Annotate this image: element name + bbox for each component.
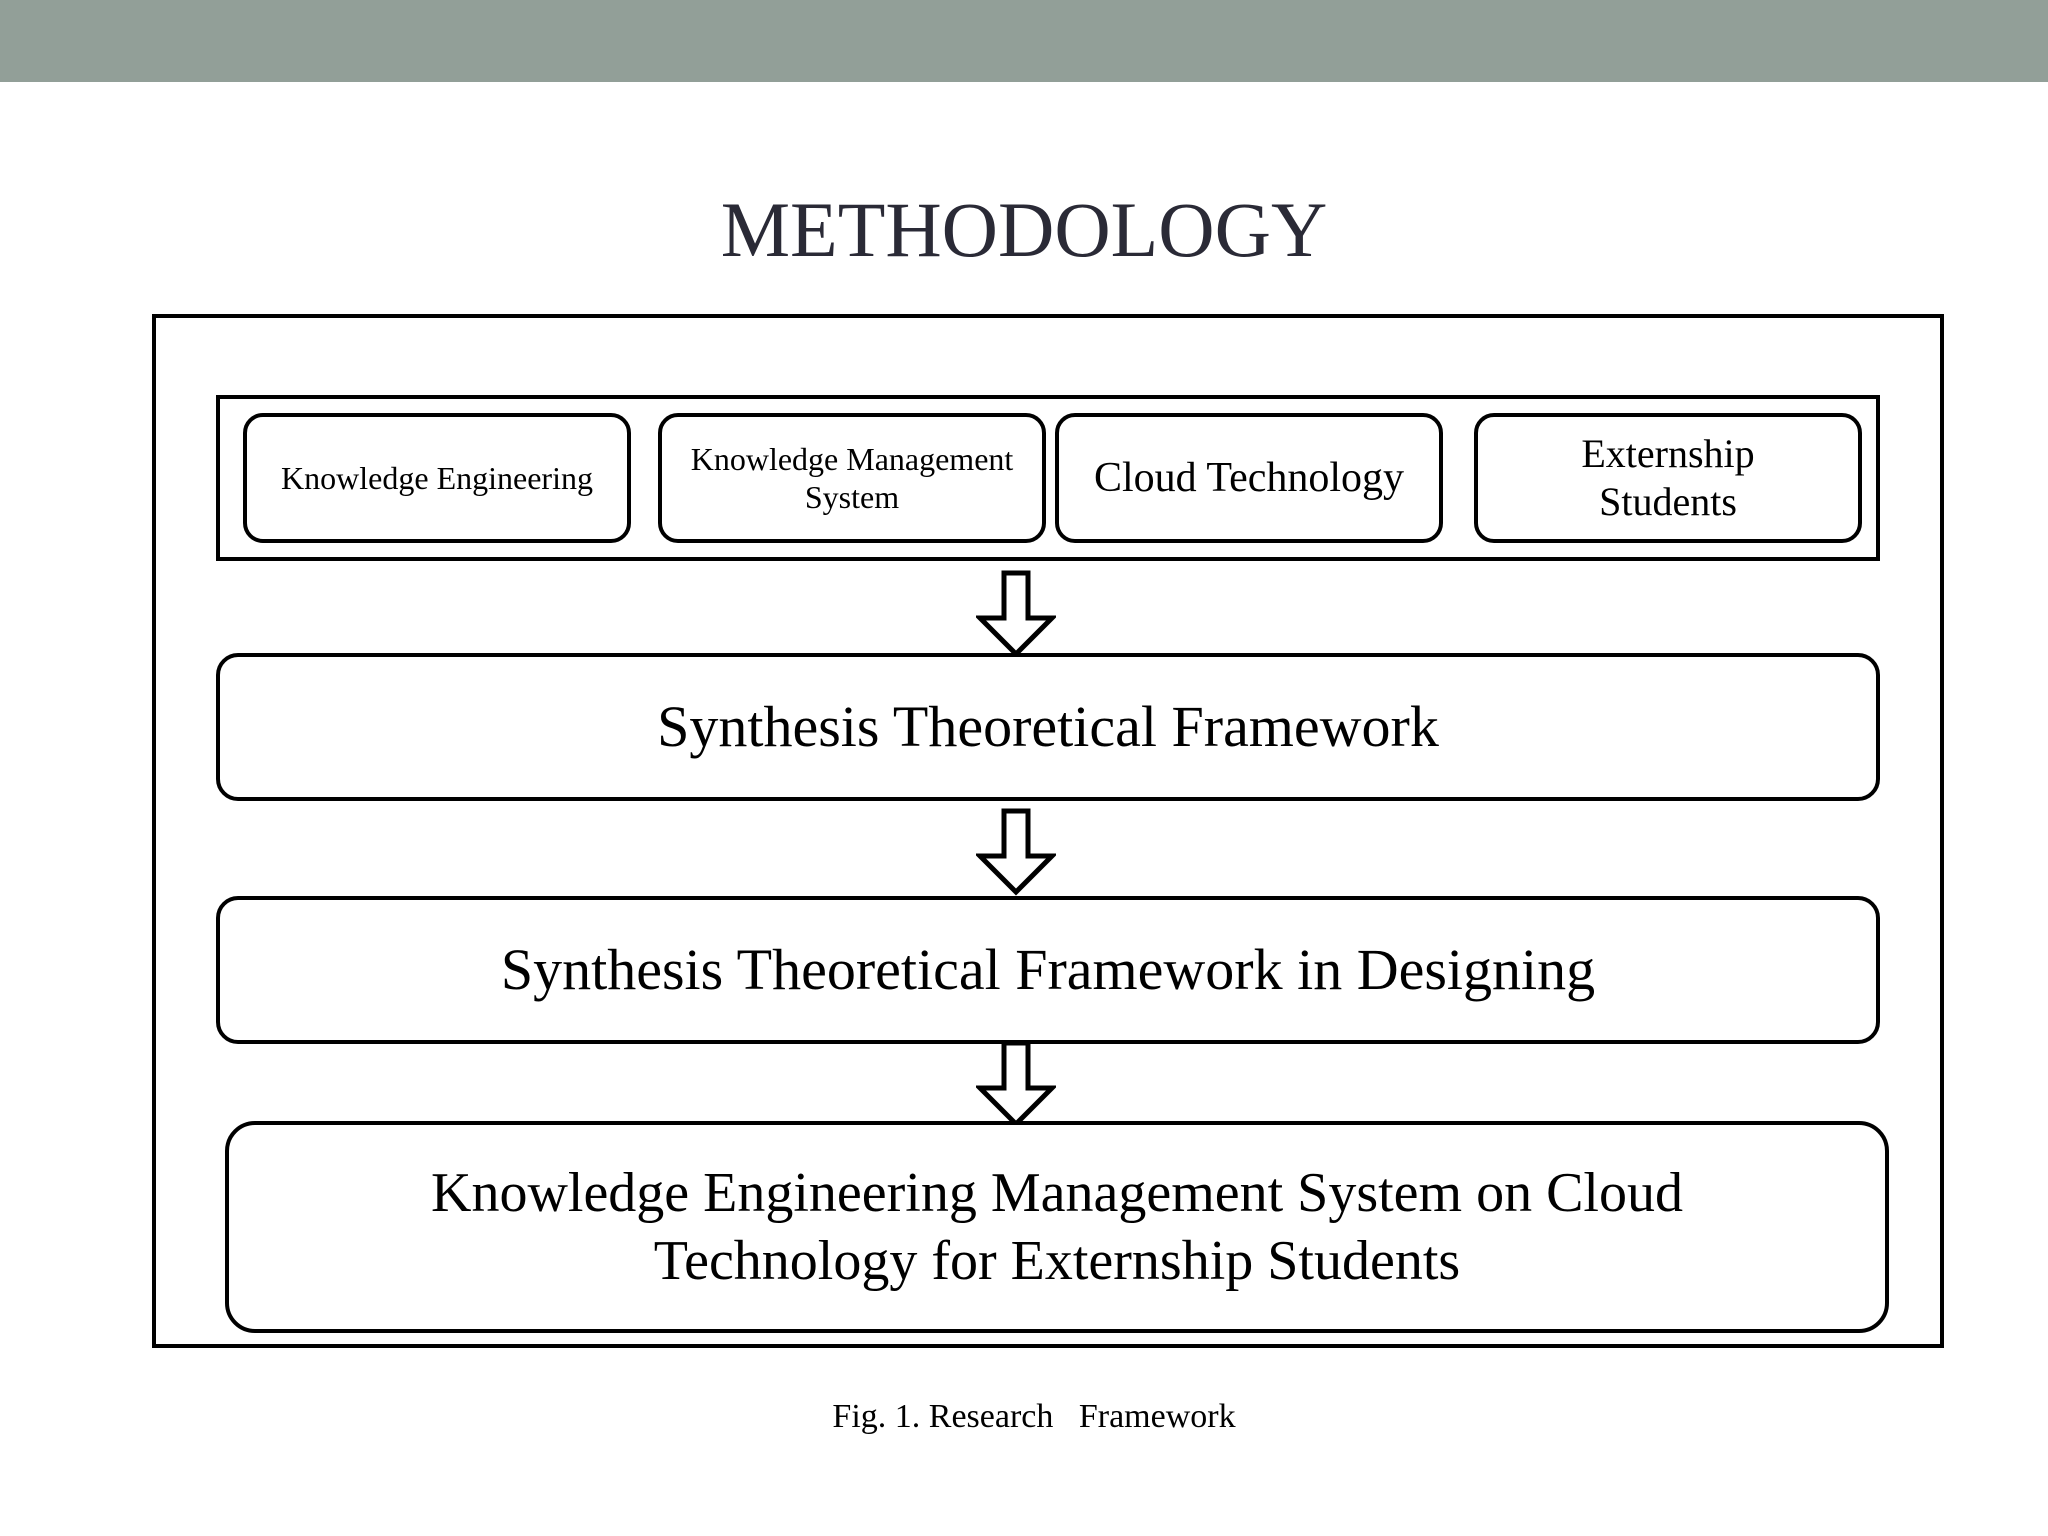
step-label: Synthesis Theoretical Framework in Designing	[500, 937, 1596, 1002]
down-arrow-icon	[976, 570, 1056, 658]
slide-title: METHODOLOGY	[720, 186, 1328, 273]
step-box-synthesis-designing	[216, 896, 1880, 1044]
step-label: Synthesis Theoretical Framework	[657, 694, 1439, 759]
down-arrow-icon	[976, 1040, 1056, 1128]
step-box-synthesis-framework	[216, 653, 1880, 801]
concept-label: Externship Students	[1581, 431, 1755, 524]
header-bar	[0, 0, 2048, 82]
concept-box-cloud-technology	[1055, 413, 1443, 543]
concept-box-externship-students	[1474, 413, 1862, 543]
concept-label: Knowledge Engineering	[281, 460, 593, 496]
concept-label: Knowledge Management System	[690, 441, 1014, 515]
figure-caption: Fig. 1. Research Framework	[832, 1398, 1236, 1435]
down-arrow-icon	[976, 808, 1056, 896]
concept-label: Cloud Technology	[1093, 455, 1405, 501]
step-label: Knowledge Engineering Management System on Cloud Technology for Externship Students	[431, 1162, 1683, 1292]
concept-box-knowledge-engineering	[243, 413, 631, 543]
concept-box-knowledge-management-system	[658, 413, 1046, 543]
step-box-final-system	[225, 1121, 1889, 1333]
